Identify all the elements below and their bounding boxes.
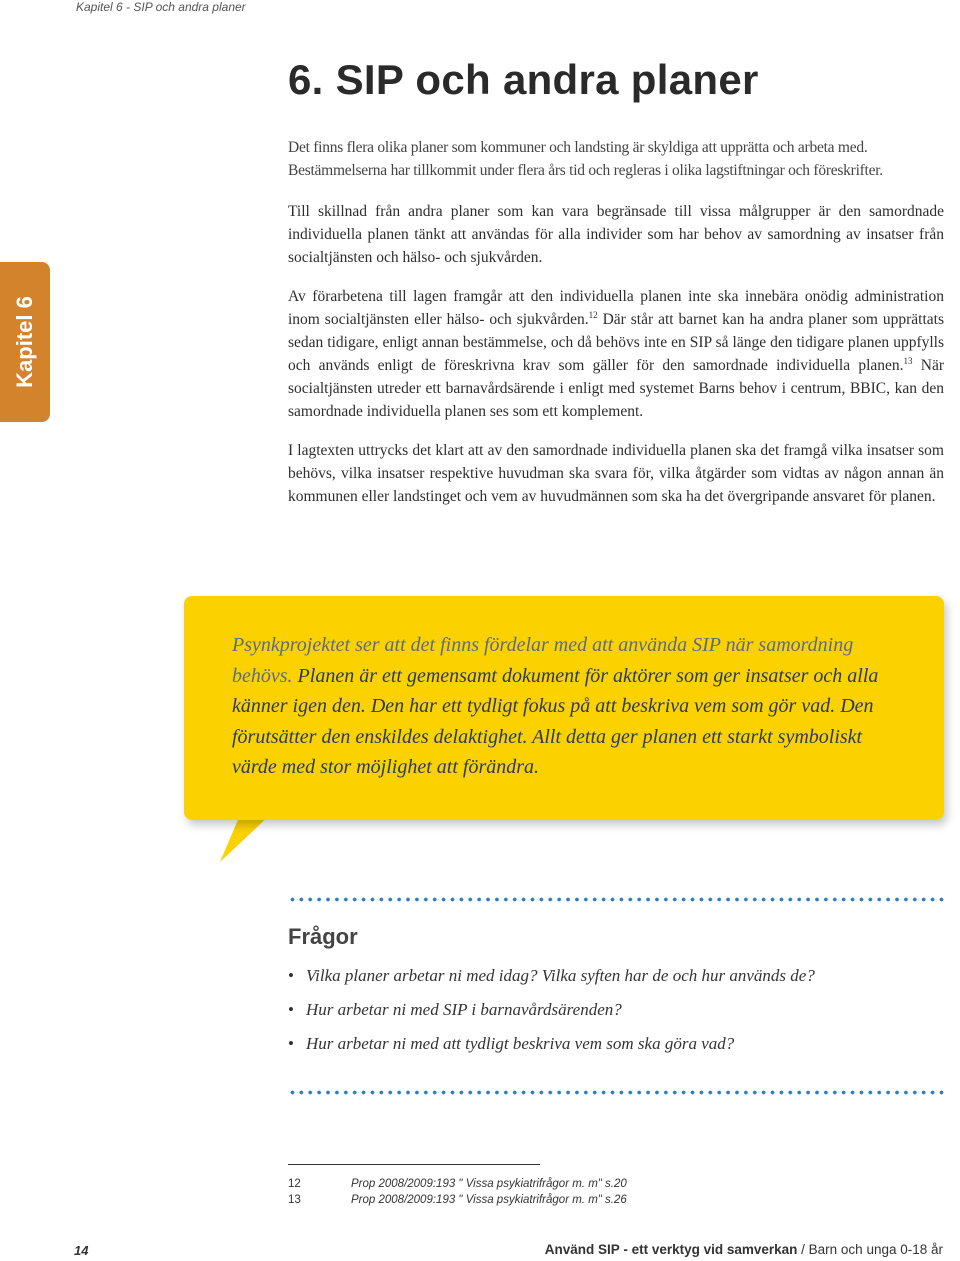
- footnote-number: 13: [288, 1194, 301, 1206]
- paragraph-legal-text: I lagtexten uttrycks det klart att av den samordnade individuella planen ska det framgå vilka insatser som behövs, vilka insatser respektive huvudman ska svara för, vilka åtgärder som vidtas av någon annan än kommunen eller landstinget och vem av huvudmännen som ska ha det övergripande ansvaret för planen.: [288, 442, 944, 505]
- chapter-tab: [0, 262, 50, 422]
- intro-line-1: Det finns flera olika planer som kommuner och landsting är skyldiga att upprätta och arbeta med.: [288, 139, 868, 156]
- questions-heading: Frågor: [288, 924, 358, 949]
- footnote-text: Prop 2008/2009:193 " Vissa psykiatrifrågor m. m" s.20: [351, 1178, 627, 1190]
- question-item: • Hur arbetar ni med att tydligt beskriva vem som ska göra vad?: [288, 1034, 815, 1068]
- footnotes: [288, 1178, 788, 1210]
- footnote-number: 12: [288, 1178, 301, 1190]
- question-item: • Vilka planer arbetar ni med idag? Vilka syften har de och hur används de?: [288, 966, 815, 1000]
- chapter-title: 6. SIP och andra planer: [288, 56, 759, 103]
- chapter-tab-label: Kapitel 6: [12, 296, 37, 388]
- dotted-divider: [288, 1090, 944, 1095]
- footnote-ref[interactable]: 13: [903, 355, 913, 366]
- footnote-text: Prop 2008/2009:193 " Vissa psykiatrifrågor m. m" s.26: [351, 1194, 627, 1206]
- footnote: [288, 1178, 788, 1194]
- quote-lead: Psynkprojektet ser att det finns fördelar med att använda SIP när samordning behövs.: [232, 634, 854, 687]
- intro-paragraph: [288, 136, 948, 182]
- paragraph-preparatory-works: [288, 285, 944, 423]
- running-header: Kapitel 6 - SIP och andra planer: [76, 0, 246, 14]
- page-number: 14: [74, 1243, 89, 1258]
- footnote: [288, 1194, 788, 1210]
- paragraph-text: Av förarbetena till lagen framgår att den individuella planen inte ska innebära onödig administration inom socialtjänsten eller hälso- och sjukvården.: [288, 288, 944, 328]
- paragraph-scope: Till skillnad från andra planer som kan vara begränsade till vissa målgrupper är den samordnade individuella planen tänkt att användas för alla individer som har behov av samordning av insatser från socialtjänsten och hälso- och sjukvården.: [288, 203, 944, 266]
- footnote-divider: [288, 1164, 540, 1165]
- question-item: • Hur arbetar ni med SIP i barnavårdsärenden?: [288, 1000, 815, 1034]
- dotted-divider: [288, 897, 944, 902]
- quote-text: [232, 630, 902, 783]
- paragraph-text: Där står att barnet kan ha andra planer som upprättats sedan tidigare, enligt annan bestämmelse, och då behövs inte en SIP så länge den tidigare planen uppfylls och används enligt de föreskrivna krav som gäller för den samordnade individuella planen.: [288, 311, 945, 374]
- footer-title-bold: Använd SIP - ett verktyg vid samverkan: [544, 1242, 798, 1257]
- paragraph-text: När socialtjänsten utreder ett barnavårdsärende i enligt med systemet Barns behov i centrum, BBIC, kan den samordnade individuella planen ses som ett komplement.: [288, 357, 944, 420]
- questions-list: [288, 966, 815, 1068]
- footnote-ref[interactable]: 12: [588, 309, 598, 320]
- footer-title-rest: / Barn och unga 0-18 år: [797, 1242, 943, 1257]
- footer-title: [545, 1242, 943, 1257]
- intro-line-2: Bestämmelserna har tillkommit under flera års tid och regleras i olika lagstiftningar och föreskrifter.: [288, 162, 883, 179]
- quote-body: Planen är ett gemensamt dokument för aktörer som ger insatser och alla känner igen den. Den har ett tydligt fokus på att beskriva vem som gör vad. Den förutsätter den enskildes delaktighet. Allt detta ger planen ett starkt symboliskt värde med stor möjlighet att förändra.: [232, 664, 879, 778]
